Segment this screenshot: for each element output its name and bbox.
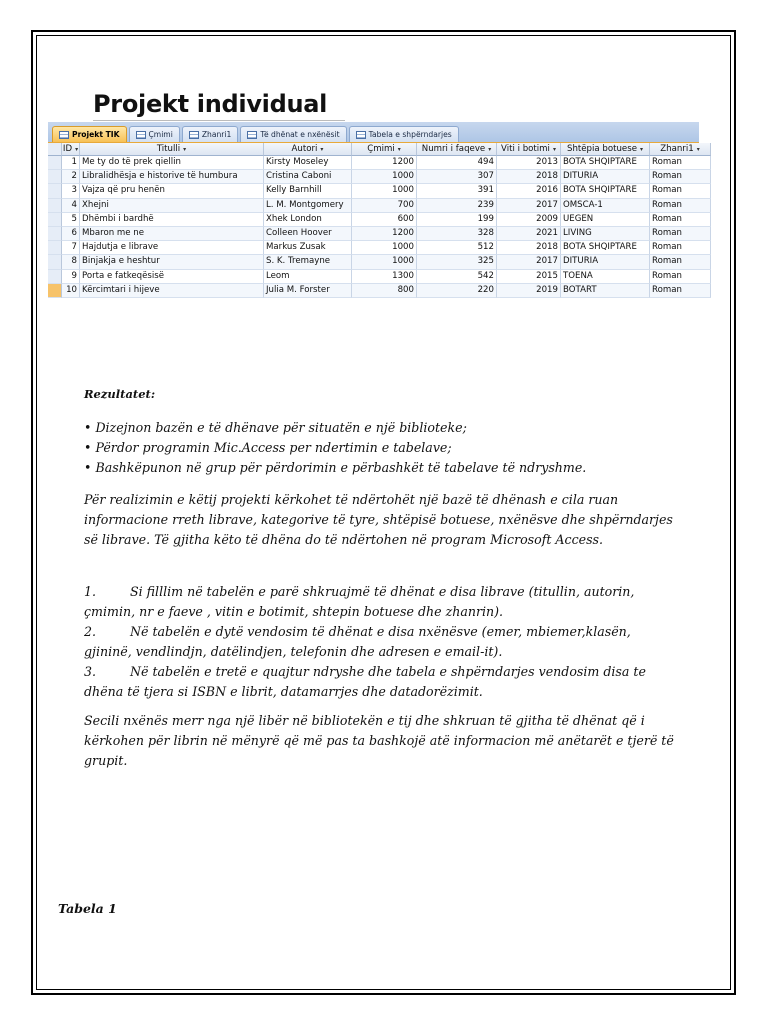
- record-selector[interactable]: [48, 156, 62, 170]
- table-cell[interactable]: 542: [417, 270, 497, 284]
- step-item: [84, 582, 674, 622]
- table-cell[interactable]: 2018: [497, 170, 561, 184]
- record-selector[interactable]: [48, 184, 62, 198]
- table-cell[interactable]: BOTART: [561, 284, 650, 298]
- table-cell[interactable]: Me ty do të prek qiellin: [80, 156, 264, 170]
- list-item: • Bashkëpunon në grup për përdorimin e përbashkët të tabelave të ndryshme.: [84, 458, 674, 478]
- table-cell[interactable]: OMSCA-1: [561, 199, 650, 213]
- table-cell[interactable]: 1000: [352, 184, 417, 198]
- table-cell[interactable]: Vajza që pru henën: [80, 184, 264, 198]
- record-selector[interactable]: [48, 270, 62, 284]
- column-header[interactable]: [561, 143, 650, 156]
- dropdown-arrow-icon[interactable]: ▾: [696, 146, 700, 153]
- column-header-label: Shtëpia botuese: [567, 144, 637, 154]
- table-cell[interactable]: Porta e fatkeqësisë: [80, 270, 264, 284]
- table-cell[interactable]: 1000: [352, 170, 417, 184]
- dropdown-arrow-icon[interactable]: ▾: [639, 146, 643, 153]
- dropdown-arrow-icon[interactable]: ▾: [397, 146, 401, 153]
- table-cell[interactable]: 1000: [352, 241, 417, 255]
- column-header-label: Çmimi: [367, 144, 395, 154]
- column-header-label: Titulli: [156, 144, 181, 154]
- table-cell[interactable]: 8: [62, 255, 80, 269]
- table-cell[interactable]: S. K. Tremayne: [264, 255, 352, 269]
- table-cell[interactable]: Roman: [650, 255, 711, 269]
- table-cell[interactable]: 600: [352, 213, 417, 227]
- table-cell[interactable]: Roman: [650, 227, 711, 241]
- column-header[interactable]: [80, 143, 264, 156]
- tab-te-dhenat-e-nxenesit[interactable]: [240, 126, 346, 142]
- tab-label: Të dhënat e nxënësit: [260, 130, 340, 139]
- table-cell[interactable]: Colleen Hoover: [264, 227, 352, 241]
- record-selector[interactable]: [48, 255, 62, 269]
- table-cell[interactable]: 1300: [352, 270, 417, 284]
- step-text: Si filllim në tabelën e parë shkruajmë të dhënat e disa librave (titullin, autorin, çmimin, nr e faeve , vitin e botimit, shtepin botuese dhe zhanrin).: [84, 584, 635, 619]
- table-cell[interactable]: TOENA: [561, 270, 650, 284]
- tab-zhanri1[interactable]: [182, 126, 239, 142]
- table-cell[interactable]: 1200: [352, 227, 417, 241]
- record-selector[interactable]: [48, 170, 62, 184]
- table-cell[interactable]: 325: [417, 255, 497, 269]
- query-icon: [189, 131, 199, 139]
- table-cell[interactable]: 2016: [497, 184, 561, 198]
- datasheet-grid: [48, 143, 699, 298]
- table-icon: [356, 131, 366, 139]
- table-cell[interactable]: 220: [417, 284, 497, 298]
- table-cell[interactable]: UEGEN: [561, 213, 650, 227]
- table-cell[interactable]: Hajdutja e librave: [80, 241, 264, 255]
- tab-label: Projekt TIK: [72, 130, 120, 139]
- tab-cmimi[interactable]: [129, 126, 180, 142]
- tab-projekt-tik[interactable]: [52, 126, 127, 142]
- closing-paragraph: Secili nxënës merr nga një libër në bibliotekën e tij dhe shkruan të gjitha të dhënat që i kërkohen për librin në mënyrë që më pas ta bashkojë atë informacion më anëtarët e tjerë të grupit.: [84, 713, 674, 768]
- table-cell[interactable]: BOTA SHQIPTARE: [561, 184, 650, 198]
- table-cell[interactable]: L. M. Montgomery: [264, 199, 352, 213]
- table-cell[interactable]: LIVING: [561, 227, 650, 241]
- tab-label: Tabela e shpërndarjes: [368, 130, 452, 139]
- table-cell[interactable]: 2015: [497, 270, 561, 284]
- list-item: • Dizejnon bazën e të dhënave për situatën e një biblioteke;: [84, 418, 674, 438]
- table-cell[interactable]: 6: [62, 227, 80, 241]
- table-cell[interactable]: Mbaron me ne: [80, 227, 264, 241]
- intro-paragraph: Për realizimin e këtij projekti kërkohet të ndërtohët një bazë të dhënash e cila ruan informacione rreth librave, kategorive të tyre, shtëpisë botuese, nxënësve dhe shpërndarjes së librave. Të gjitha këto të dhëna do të ndërtohen në program Microsoft Access.: [84, 492, 673, 547]
- table-cell[interactable]: 2021: [497, 227, 561, 241]
- table-cell[interactable]: 2019: [497, 284, 561, 298]
- step-number: 3.: [84, 664, 97, 679]
- dropdown-arrow-icon[interactable]: ▾: [75, 146, 79, 153]
- record-selector[interactable]: [48, 241, 62, 255]
- table-cell[interactable]: 307: [417, 170, 497, 184]
- table-cell[interactable]: 2009: [497, 213, 561, 227]
- dropdown-arrow-icon[interactable]: ▾: [183, 146, 187, 153]
- column-header[interactable]: [417, 143, 497, 156]
- record-selector[interactable]: [48, 227, 62, 241]
- table-cell[interactable]: 7: [62, 241, 80, 255]
- table-cell[interactable]: 1000: [352, 255, 417, 269]
- tab-label: Çmimi: [148, 130, 173, 139]
- table-cell[interactable]: 512: [417, 241, 497, 255]
- table-cell[interactable]: 9: [62, 270, 80, 284]
- table-cell[interactable]: Libralidhësja e historive të humbura: [80, 170, 264, 184]
- table-cell[interactable]: 800: [352, 284, 417, 298]
- table-cell[interactable]: Roman: [650, 270, 711, 284]
- dropdown-arrow-icon[interactable]: ▾: [320, 146, 324, 153]
- column-header[interactable]: [264, 143, 352, 156]
- table-cell[interactable]: 2018: [497, 241, 561, 255]
- record-selector[interactable]: [48, 213, 62, 227]
- table-cell[interactable]: Kërcimtari i hijeve: [80, 284, 264, 298]
- tab-label: Zhanri1: [201, 130, 232, 139]
- select-all-corner[interactable]: [48, 143, 62, 156]
- step-number: 2.: [84, 624, 97, 639]
- record-selector[interactable]: [48, 199, 62, 213]
- step-number: 1.: [84, 584, 97, 599]
- table-caption: Tabela 1: [58, 901, 117, 916]
- dropdown-arrow-icon[interactable]: ▾: [552, 146, 556, 153]
- table-cell[interactable]: 328: [417, 227, 497, 241]
- table-cell[interactable]: Roman: [650, 213, 711, 227]
- step-item: [84, 662, 674, 702]
- dropdown-arrow-icon[interactable]: ▾: [488, 146, 492, 153]
- step-text: Në tabelën e dytë vendosim të dhënat e disa nxënësve (emer, mbiemer,klasën, gjininë, vendlindjn, datëlindjen, telefonin dhe adresen e email-it).: [84, 624, 631, 659]
- table-cell[interactable]: 239: [417, 199, 497, 213]
- table-cell[interactable]: Leom: [264, 270, 352, 284]
- table-cell[interactable]: 10: [62, 284, 80, 298]
- results-label: Rezultatet:: [84, 387, 156, 401]
- column-header[interactable]: [650, 143, 711, 156]
- table-cell[interactable]: 2: [62, 170, 80, 184]
- table-cell[interactable]: Kelly Barnhill: [264, 184, 352, 198]
- table-cell[interactable]: 199: [417, 213, 497, 227]
- column-header-label: Autori: [291, 144, 318, 154]
- table-cell[interactable]: Dhëmbi i bardhë: [80, 213, 264, 227]
- table-icon: [247, 131, 257, 139]
- table-cell[interactable]: 1: [62, 156, 80, 170]
- table-cell[interactable]: Julia M. Forster: [264, 284, 352, 298]
- page-title: Projekt individual: [93, 88, 345, 121]
- table-cell[interactable]: 2013: [497, 156, 561, 170]
- results-list: [84, 418, 674, 478]
- table-cell[interactable]: Cristina Caboni: [264, 170, 352, 184]
- table-cell[interactable]: DITURIA: [561, 255, 650, 269]
- table-cell[interactable]: Roman: [650, 199, 711, 213]
- table-cell[interactable]: Roman: [650, 170, 711, 184]
- column-header[interactable]: [497, 143, 561, 156]
- table-cell[interactable]: 2017: [497, 199, 561, 213]
- column-header[interactable]: [352, 143, 417, 156]
- column-header-label: Viti i botimi: [501, 144, 550, 154]
- list-item: • Përdor programin Mic.Access per ndertimin e tabelave;: [84, 438, 674, 458]
- column-header-label: Numri i faqeve: [421, 144, 486, 154]
- table-cell[interactable]: 494: [417, 156, 497, 170]
- table-cell[interactable]: DITURIA: [561, 170, 650, 184]
- table-cell[interactable]: Kirsty Moseley: [264, 156, 352, 170]
- column-header[interactable]: [62, 143, 80, 156]
- table-cell[interactable]: 3: [62, 184, 80, 198]
- table-cell[interactable]: 5: [62, 213, 80, 227]
- table-cell[interactable]: 391: [417, 184, 497, 198]
- tab-tabela-e-shperndarjes[interactable]: [349, 126, 459, 142]
- table-icon: [59, 131, 69, 139]
- steps-list: [84, 582, 674, 702]
- table-cell[interactable]: Roman: [650, 184, 711, 198]
- table-cell[interactable]: Xhek London: [264, 213, 352, 227]
- table-cell[interactable]: Markus Zusak: [264, 241, 352, 255]
- step-item: [84, 622, 674, 662]
- table-cell[interactable]: Roman: [650, 156, 711, 170]
- table-cell[interactable]: Xhejni: [80, 199, 264, 213]
- step-text: Në tabelën e tretë e quajtur ndryshe dhe tabela e shpërndarjes vendosim disa te dhëna të tjera si ISBN e librit, datamarrjes dhe datadorëzimit.: [84, 664, 646, 699]
- table-cell[interactable]: 700: [352, 199, 417, 213]
- object-tab-bar: [48, 122, 699, 143]
- table-cell[interactable]: 4: [62, 199, 80, 213]
- table-cell[interactable]: Roman: [650, 241, 711, 255]
- table-cell[interactable]: 2017: [497, 255, 561, 269]
- column-header-label: Zhanri1: [660, 144, 694, 154]
- query-icon: [136, 131, 146, 139]
- table-cell[interactable]: Binjakja e heshtur: [80, 255, 264, 269]
- table-cell[interactable]: 1200: [352, 156, 417, 170]
- record-selector[interactable]: [48, 284, 62, 298]
- column-header-label: ID: [62, 144, 73, 154]
- table-cell[interactable]: Roman: [650, 284, 711, 298]
- table-cell[interactable]: BOTA SHQIPTARE: [561, 241, 650, 255]
- access-datasheet: [48, 122, 700, 295]
- table-cell[interactable]: BOTA SHQIPTARE: [561, 156, 650, 170]
